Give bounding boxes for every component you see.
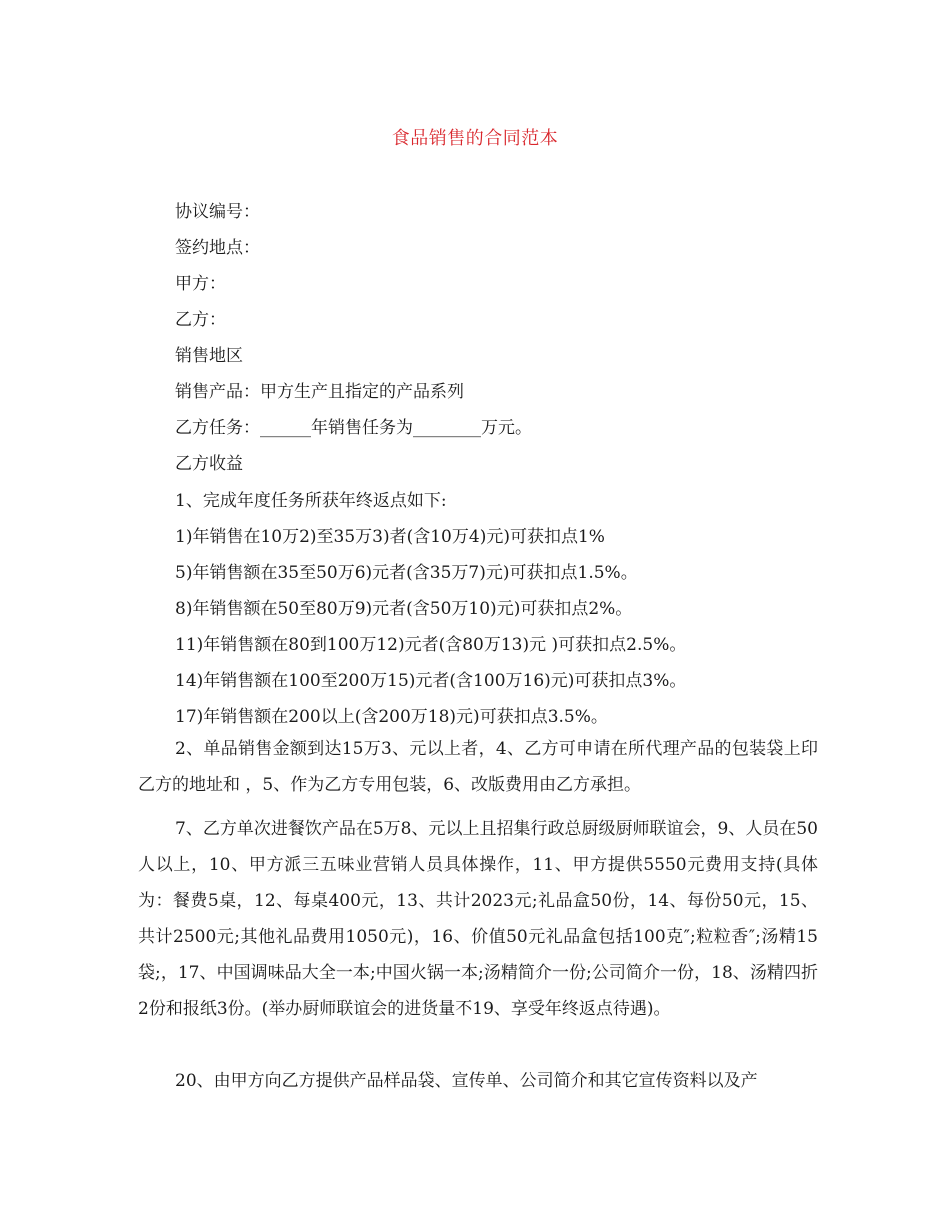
field-party-b-target: 乙方任务：______年销售任务为________万元。 — [175, 418, 532, 438]
document-title: 食品销售的合同范本 — [391, 128, 559, 149]
rebate-tier-2: 5)年销售额在35至50万6)元者(含35万7)元)可获扣点1.5%。 — [175, 563, 638, 583]
rebate-heading: 1、完成年度任务所获年终返点如下: — [175, 491, 447, 511]
field-party-b-earnings: 乙方收益 — [175, 454, 243, 474]
rebate-tier-3: 8)年销售额在50至80万9)元者(含50万10)元)可获扣点2%。 — [175, 599, 633, 619]
field-sales-region: 销售地区 — [175, 346, 243, 366]
field-sales-products: 销售产品：甲方生产且指定的产品系列 — [175, 382, 464, 402]
field-party-a: 甲方： — [175, 274, 226, 294]
rebate-tier-5: 14)年销售额在100至200万15)元者(含100万16)元)可获扣点3%。 — [175, 671, 687, 691]
field-signing-location: 签约地点： — [175, 238, 260, 258]
field-agreement-number: 协议编号： — [175, 202, 260, 222]
clause-materials: 20、由甲方向乙方提供产品样品袋、宣传单、公司简介和其它宣传资料以及产 — [175, 1071, 758, 1091]
rebate-tier-4: 11)年销售额在80到100万12)元者(含80万13)元 )可获扣点2.5%。 — [175, 635, 687, 655]
rebate-tier-1: 1)年销售在10万2)至35万3)者(含10万4)元)可获扣点1% — [175, 527, 605, 547]
rebate-tier-6: 17)年销售额在200以上(含200万18)元)可获扣点3.5%。 — [175, 707, 608, 727]
clause-chef-event: 7、乙方单次进餐饮产品在5万8、元以上且招集行政总厨级厨师联谊会，9、人员在50人以上，10、甲方派三五味业营销人员具体操作，11、甲方提供5550元费用支持(具体为：餐费5桌，12、每桌400元，13、共计2023元;礼品盒50份，14、每份50元，15、共计2500元;其他礼品费用1050元)，16、价值50元礼品盒包括100克″;粒粒香″;汤精15袋;，17、中国调味品大全一本;中国火锅一本;汤精简介一份;公司简介一份，18、汤精四折2份和报纸3份。(举办厨师联谊会的进货量不19、享受年终返点待遇)。 — [138, 819, 818, 1019]
field-party-b: 乙方： — [175, 310, 226, 330]
clause-packaging: 2、单品销售金额到达15万3、元以上者，4、乙方可申请在所代理产品的包装袋上印乙方的地址和 ，5、作为乙方专用包装，6、改版费用由乙方承担。 — [138, 739, 818, 795]
